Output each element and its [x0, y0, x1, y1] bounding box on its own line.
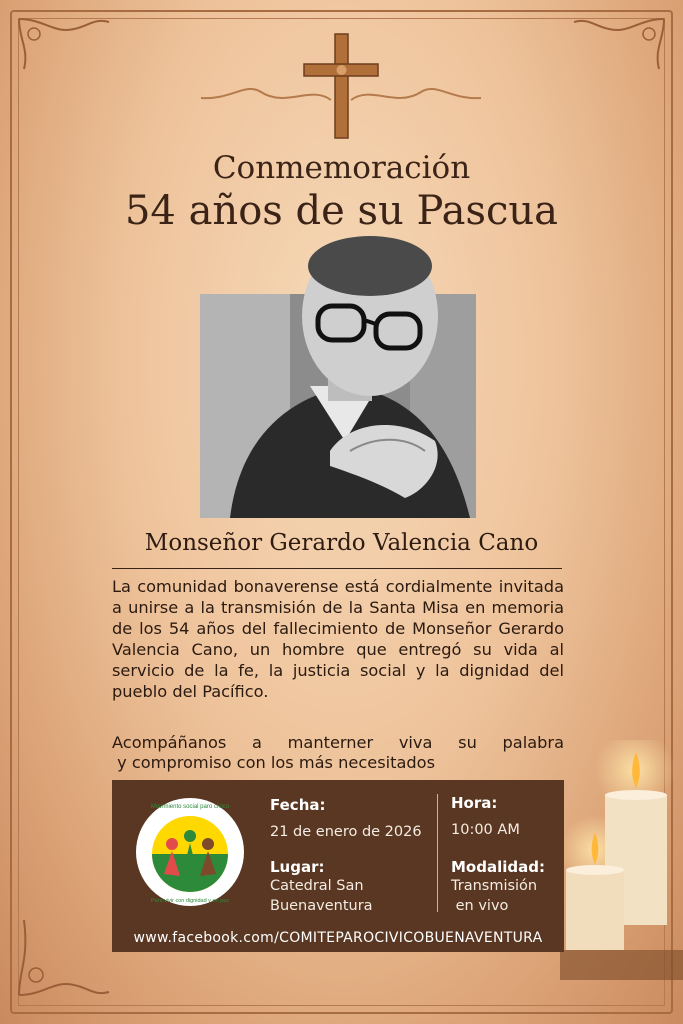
lugar-label: Lugar:	[270, 858, 325, 876]
candle-icon	[560, 740, 683, 980]
facebook-link[interactable]: www.facebook.com/COMITEPAROCIVICOBUENAVENTURA	[133, 930, 543, 946]
fecha-label: Fecha:	[270, 796, 326, 814]
call-to-action-line-1: Acompáñanos a manterner viva su palabra	[112, 733, 564, 752]
svg-text:Para vivir con dignidad y en p: Para vivir con dignidad y en paz	[151, 898, 229, 904]
fecha-value: 21 de enero de 2026	[270, 824, 422, 840]
title-line-1: Conmemoración	[212, 150, 471, 186]
call-to-action-line-2: y compromiso con los más necesitados	[112, 753, 436, 772]
invitation-paragraph: La comunidad bonaverense está cordialmente invitada a unirse a la transmisión de la Santa Misa en memoria de los 54 años del fallecimiento de Monseñor Gerardo Valencia Cano, un hombre que entregó su vida al servicio de la fe, la justicia social y la dignidad del pueblo del Pacífico.	[112, 577, 564, 701]
lugar-line-2: Buenaventura	[270, 898, 373, 914]
corner-flourish-icon	[14, 14, 134, 74]
info-divider	[437, 794, 438, 912]
event-info-box	[112, 780, 564, 952]
title-line-2: 54 años de su Pascua	[124, 188, 559, 234]
hora-label: Hora:	[451, 794, 498, 812]
cross-icon	[191, 30, 491, 142]
modalidad-value	[451, 876, 537, 916]
portrait-photo	[200, 236, 476, 518]
svg-text:Movimiento social paro cívico: Movimiento social paro cívico	[150, 804, 230, 810]
corner-flourish-icon	[549, 14, 669, 74]
modalidad-line-2: en vivo	[451, 898, 509, 914]
divider	[112, 568, 562, 569]
modalidad-line-1: Transmisión	[451, 878, 538, 894]
lugar-line-1: Catedral San	[270, 878, 364, 894]
modalidad-label: Modalidad:	[451, 858, 545, 876]
hora-value: 10:00 AM	[451, 822, 520, 838]
honoree-name: Monseñor Gerardo Valencia Cano	[144, 530, 539, 556]
lugar-value	[270, 876, 373, 916]
logo-emblem	[134, 796, 246, 908]
call-to-action	[112, 733, 564, 773]
